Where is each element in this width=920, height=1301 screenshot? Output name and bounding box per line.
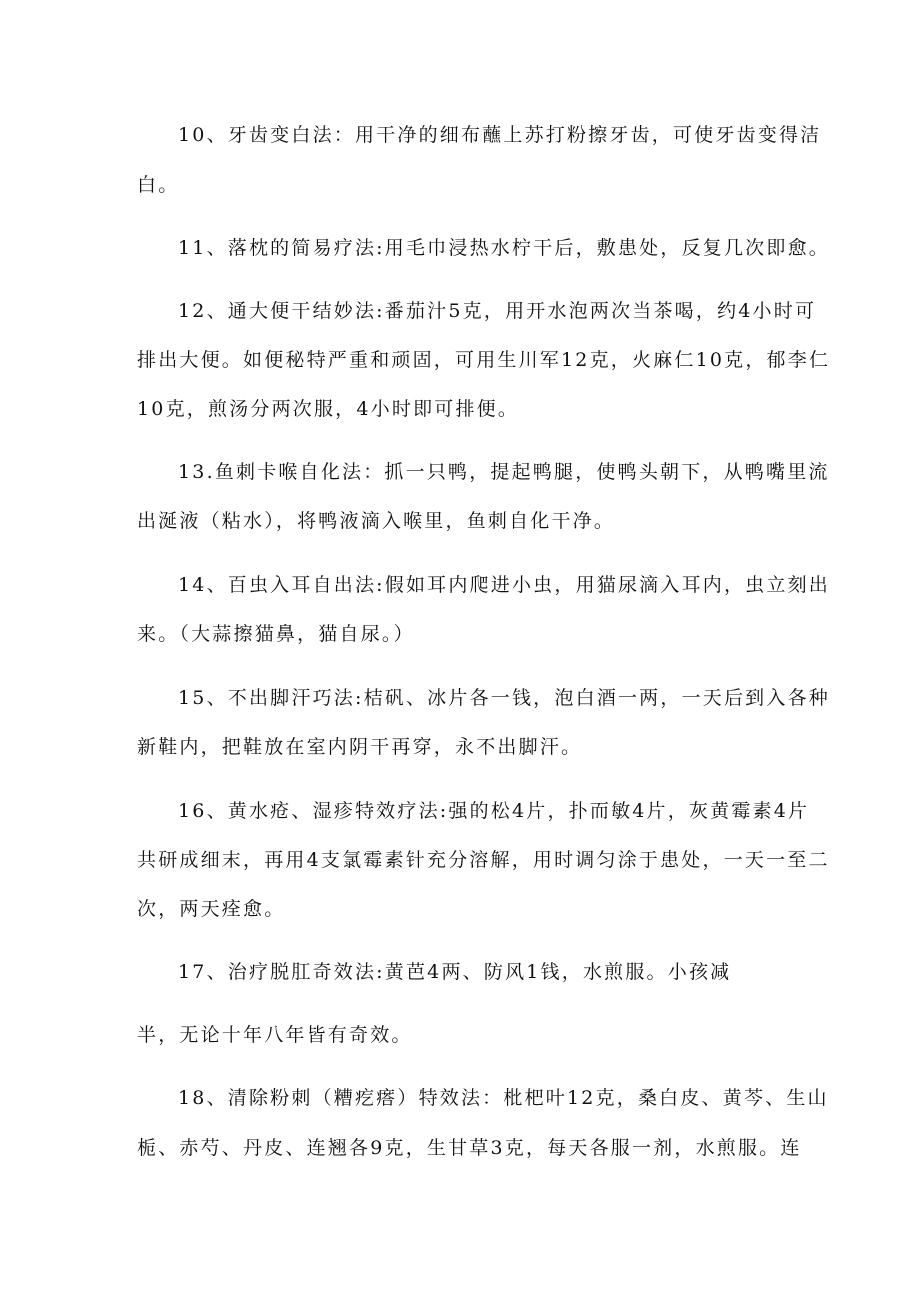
paragraph-14-line-2: 来。（大蒜擦猫鼻，猫自尿。） — [137, 623, 415, 645]
paragraph-17-line-2: 半，无论十年八年皆有奇效。 — [137, 1024, 413, 1046]
paragraph-10-line-1: 10、牙齿变白法：用干净的细布蘸上苏打粉擦牙齿，可使牙齿变得洁 — [178, 124, 822, 146]
paragraph-11-line-1: 11、落枕的简易疗法:用毛巾浸热水柠干后，敷患处，反复几次即愈。 — [178, 237, 830, 259]
paragraph-13-line-1: 13.鱼刺卡喉自化法：抓一只鸭，提起鸭腿，使鸭头朝下，从鸭嘴里流 — [178, 461, 830, 483]
paragraph-15-line-1: 15、不出脚汗巧法:桔矾、冰片各一钱，泡白酒一两，一天后到入各种 — [178, 687, 830, 709]
paragraph-14-line-1: 14、百虫入耳自出法:假如耳内爬进小虫，用猫尿滴入耳内，虫立刻出 — [178, 574, 830, 596]
paragraph-13-line-2: 出涎液（粘水），将鸭液滴入喉里，鱼刺自化干净。 — [137, 510, 616, 532]
paragraph-17-line-1: 17、治疗脱肛奇效法:黄芭4两、防风1钱，水煎服。小孩减 — [178, 961, 732, 983]
paragraph-12-line-1: 12、通大便干结妙法:番茄汁5克，用开水泡两次当茶喝，约4小时可 — [178, 300, 817, 322]
paragraph-18-line-2: 栀、赤芍、丹皮、连翘各9克，生甘草3克，每天各服一剂，水煎服。连 — [137, 1137, 802, 1159]
paragraph-16-line-2: 共研成细末，再用4支氯霉素针充分溶解，用时调匀涂于患处，一天一至二 — [137, 849, 830, 871]
paragraph-12-line-3: 10克，煎汤分两次服，4小时即可排便。 — [137, 398, 520, 420]
paragraph-16-line-1: 16、黄水疮、湿疹特效疗法:强的松4片，扑而敏4片，灰黄霉素4片 — [178, 800, 810, 822]
paragraph-18-line-1: 18、清除粉刺（糟疙瘩）特效法：枇杷叶12克，桑白皮、黄芩、生山 — [178, 1087, 829, 1109]
paragraph-10-line-2: 白。 — [137, 174, 180, 196]
paragraph-12-line-2: 排出大便。如便秘特严重和顽固，可用生川军12克，火麻仁10克，郁李仁 — [137, 349, 831, 371]
paragraph-16-line-3: 次，两天痊愈。 — [137, 898, 286, 920]
paragraph-15-line-2: 新鞋内，把鞋放在室内阴干再穿，永不出脚汗。 — [137, 736, 583, 758]
